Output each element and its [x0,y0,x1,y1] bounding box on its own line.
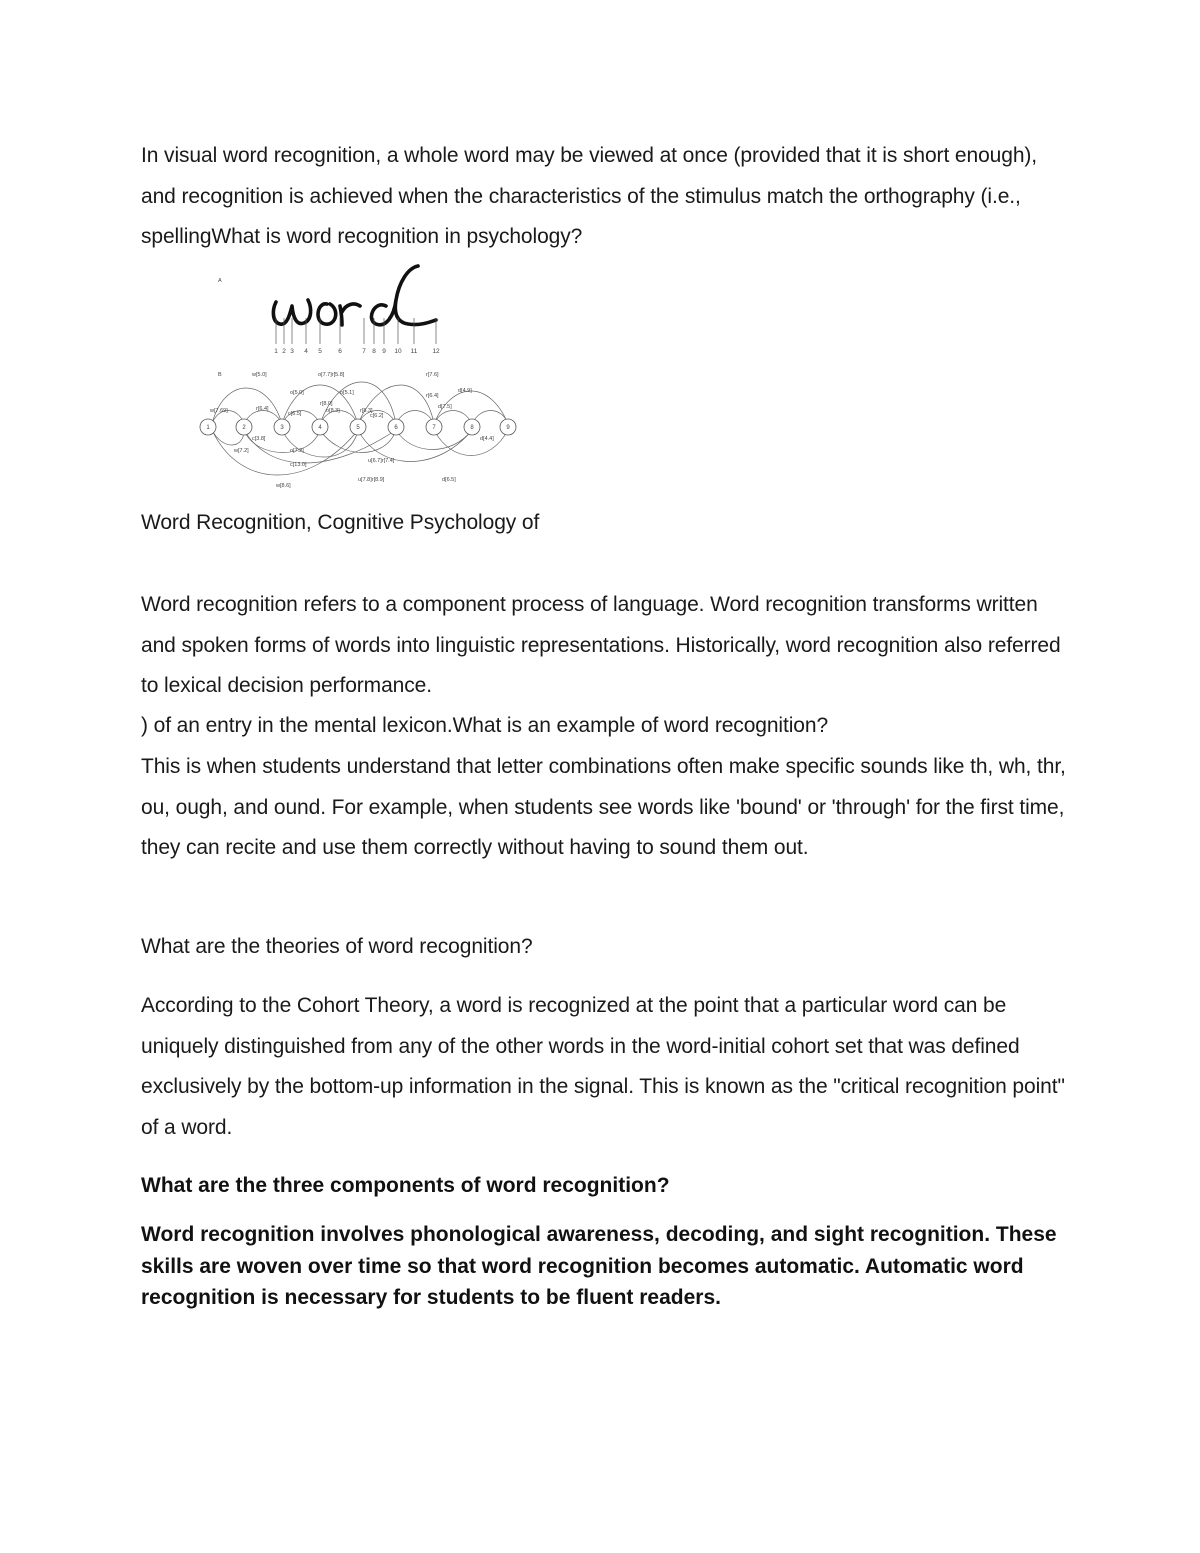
svg-text:r[7.6]: r[7.6] [426,372,439,378]
svg-text:5: 5 [356,425,360,431]
svg-text:r[8.3]: r[8.3] [360,408,373,414]
svg-text:w[5.0]: w[5.0] [252,372,267,378]
svg-text:r[8.0]: r[8.0] [320,401,333,407]
svg-text:6: 6 [338,348,342,355]
svg-text:u[7.8]r[8.9]: u[7.8]r[8.9] [358,477,385,483]
svg-text:c[6.5]: c[6.5] [288,411,302,417]
svg-text:3: 3 [290,348,294,355]
svg-text:8: 8 [372,348,376,355]
svg-text:c[13.0]: c[13.0] [290,462,307,468]
svg-text:o[7.7]r[5.8]: o[7.7]r[5.8] [318,372,345,378]
svg-text:r[6.4]: r[6.4] [426,393,439,399]
example-paragraph: This is when students understand that letter combinations often make specific sounds like th, wh, thr, ou, ough, and ound. For example, when students see words like 'bound' or 'through' for the first time, they can recite and use them correctly without having to sound them out. [141,755,1066,859]
svg-text:o[5.0]: o[5.0] [290,390,304,396]
svg-text:d[4.4]: d[4.4] [480,436,494,442]
svg-text:9: 9 [382,348,386,355]
cohort-theory-paragraph: According to the Cohort Theory, a word is recognized at the point that a particular word can be uniquely distinguished from any of the other words in the word-initial cohort set that was defined exclusively by the bottom-up information in the signal. This is known as the "critical recognition point" of a word. [141,994,1065,1139]
example-question-line: ) of an entry in the mental lexicon.What is an example of word recognition? [141,714,829,737]
svg-text:1: 1 [206,425,210,431]
svg-text:7: 7 [362,348,366,355]
svg-text:4: 4 [318,425,322,431]
svg-text:11: 11 [410,348,418,355]
svg-text:2: 2 [282,348,286,355]
svg-text:u[6.7]r[7.4]: u[6.7]r[7.4] [368,458,395,464]
components-answer: Word recognition involves phonological awareness, decoding, and sight recognition. These skills are woven over time so that word recognition becomes automatic. Automatic word recognition is necessary for students to be fluent readers. [141,1223,1057,1309]
word-segmentation-figure [190,260,530,500]
svg-text:o[7.2]: o[7.2] [290,448,304,454]
svg-text:5: 5 [318,348,322,355]
components-question: What are the three components of word recognition? [141,1174,670,1197]
svg-text:4: 4 [304,348,308,355]
svg-text:r[6.4]: r[6.4] [256,406,269,412]
svg-text:c[6.2]: c[6.2] [370,413,384,419]
intro-paragraph: In visual word recognition, a whole word may be viewed at once (provided that it is short enough), and recognition is achieved when the characteristics of the stimulus match the orthography (i.e., spellingWhat is word recognition in psychology? [141,144,1038,248]
svg-text:2: 2 [242,425,246,431]
svg-text:7: 7 [432,425,436,431]
svg-text:d[6.5]: d[6.5] [442,477,456,483]
panel-b-label: B [218,372,222,378]
svg-text:9: 9 [506,425,510,431]
svg-text:8: 8 [470,425,474,431]
handwritten-word-icon [273,266,436,325]
svg-text:o[8.3]: o[8.3] [326,408,340,414]
svg-text:o[5.1]: o[5.1] [340,390,354,396]
definition-paragraph: Word recognition refers to a component process of language. Word recognition transforms written and spoken forms of words into linguistic representations. Historically, word recognition also referred to lexical decision performance. [141,593,1061,697]
panel-a-label: A [218,278,222,284]
svg-text:3: 3 [280,425,284,431]
figure-caption: Word Recognition, Cognitive Psychology of [141,511,540,534]
svg-text:w[7.2]: w[7.2] [234,448,249,454]
svg-text:d[4.9]: d[4.9] [458,388,472,394]
svg-text:10: 10 [394,348,402,355]
svg-text:1: 1 [274,348,278,355]
svg-text:c[3.8]: c[3.8] [252,436,266,442]
svg-text:w[7.69]: w[7.69] [210,408,228,414]
svg-text:d[7.5]: d[7.5] [438,404,452,410]
tick-numbers [274,348,440,355]
svg-text:12: 12 [432,348,440,355]
svg-text:w[8.6]: w[8.6] [276,483,291,489]
svg-text:6: 6 [394,425,398,431]
theories-question: What are the theories of word recognition? [141,935,533,958]
